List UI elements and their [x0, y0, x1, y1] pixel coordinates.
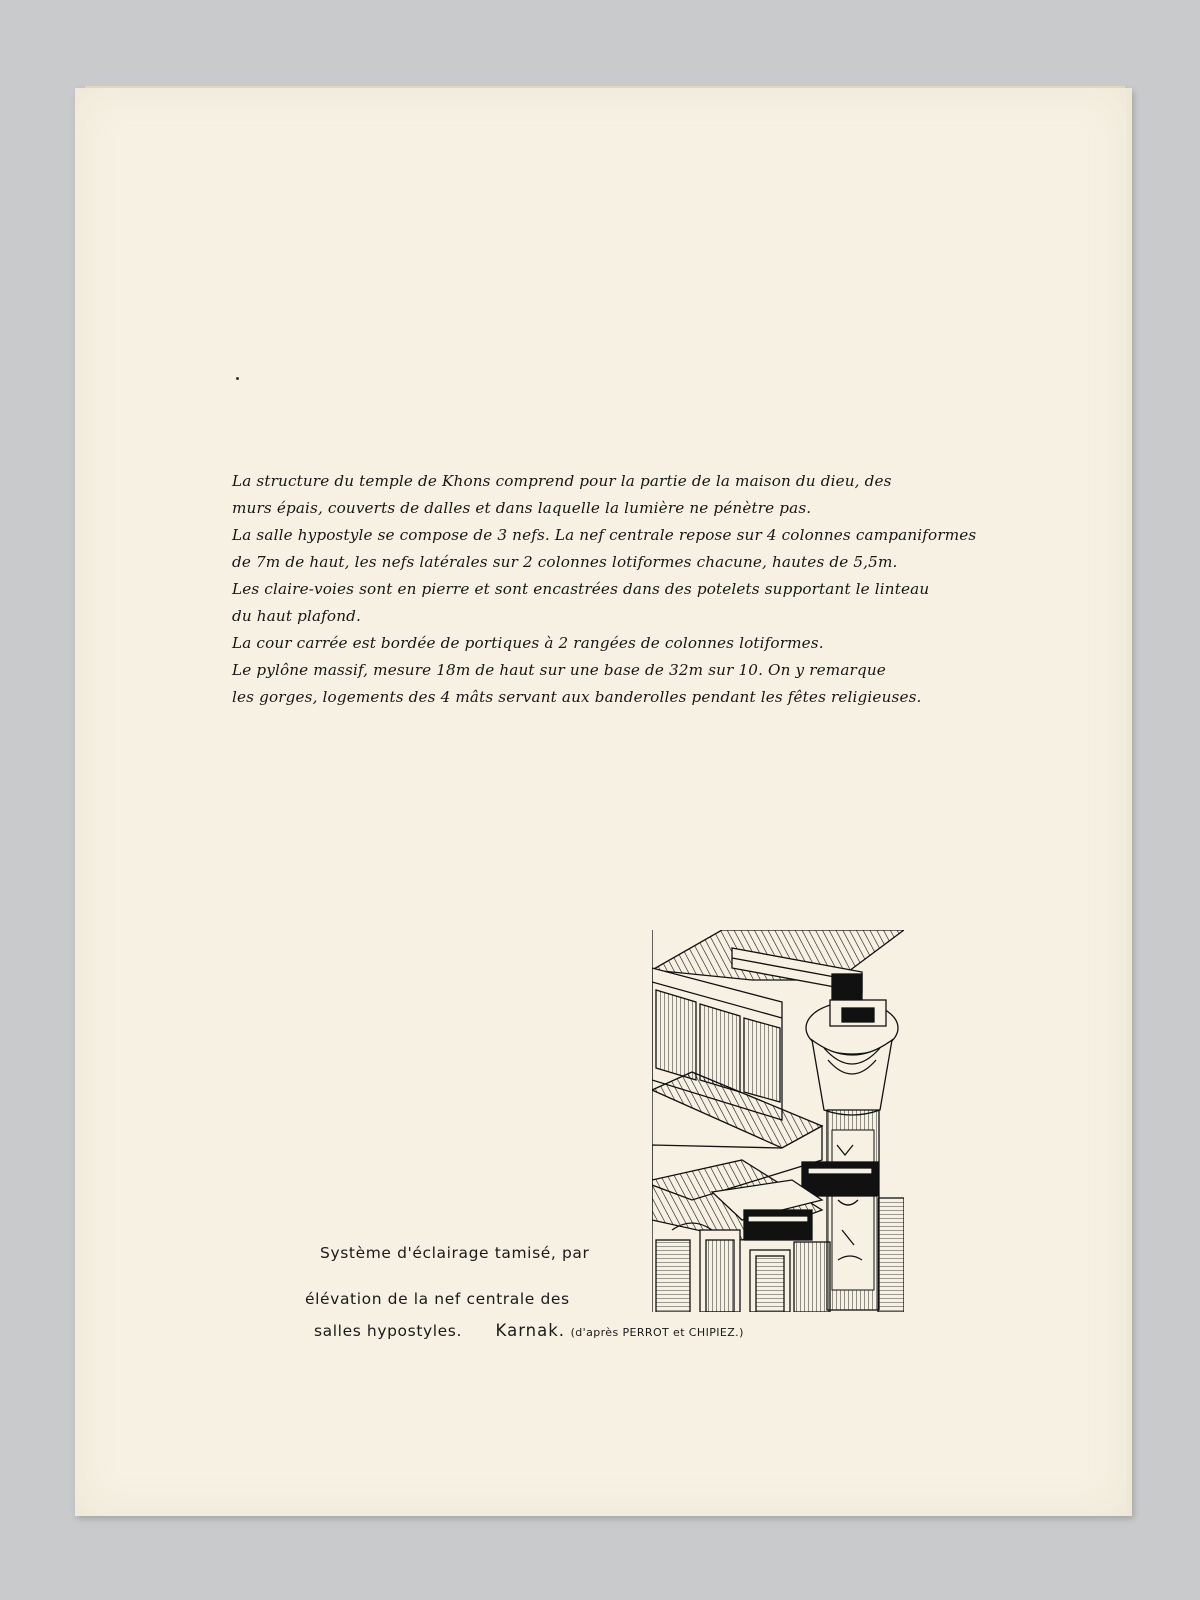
text-line-6: du haut plafond. — [232, 607, 362, 625]
caption-line-3 — [314, 1321, 744, 1340]
caption-line-1: Système d'éclairage tamisé, par — [320, 1244, 590, 1262]
text-line-7: La cour carrée est bordée de portiques à 2 rangées de colonnes lotiformes. — [232, 634, 824, 652]
caption-line-3-text: salles hypostyles. — [314, 1322, 463, 1340]
caption-line-2: élévation de la nef centrale des — [305, 1290, 570, 1308]
text-line-5: Les claire-voies sont en pierre et sont encastrées dans des potelets supportant le linteau — [232, 580, 930, 598]
ink-dot — [236, 377, 239, 380]
paper-sheet — [75, 88, 1132, 1516]
handwritten-paragraph — [232, 468, 977, 711]
hypostyle-hall-drawing — [652, 930, 904, 1312]
caption-place: Karnak. — [495, 1321, 566, 1340]
text-line-1: La structure du temple de Khons comprend pour la partie de la maison du dieu, des — [232, 472, 892, 490]
text-line-8: Le pylône massif, mesure 18m de haut sur une base de 32m sur 10. On y remarque — [232, 661, 886, 679]
text-line-9: les gorges, logements des 4 mâts servant aux banderolles pendant les fêtes religieuses. — [232, 688, 922, 706]
text-line-3: La salle hypostyle se compose de 3 nefs. La nef centrale repose sur 4 colonnes campaniformes — [232, 526, 977, 544]
text-line-4: de 7m de haut, les nefs latérales sur 2 colonnes lotiformes chacune, hautes de 5,5m. — [232, 553, 898, 571]
caption-source: (d'après PERROT et CHIPIEZ.) — [570, 1326, 744, 1339]
text-line-2: murs épais, couverts de dalles et dans laquelle la lumière ne pénètre pas. — [232, 499, 812, 517]
